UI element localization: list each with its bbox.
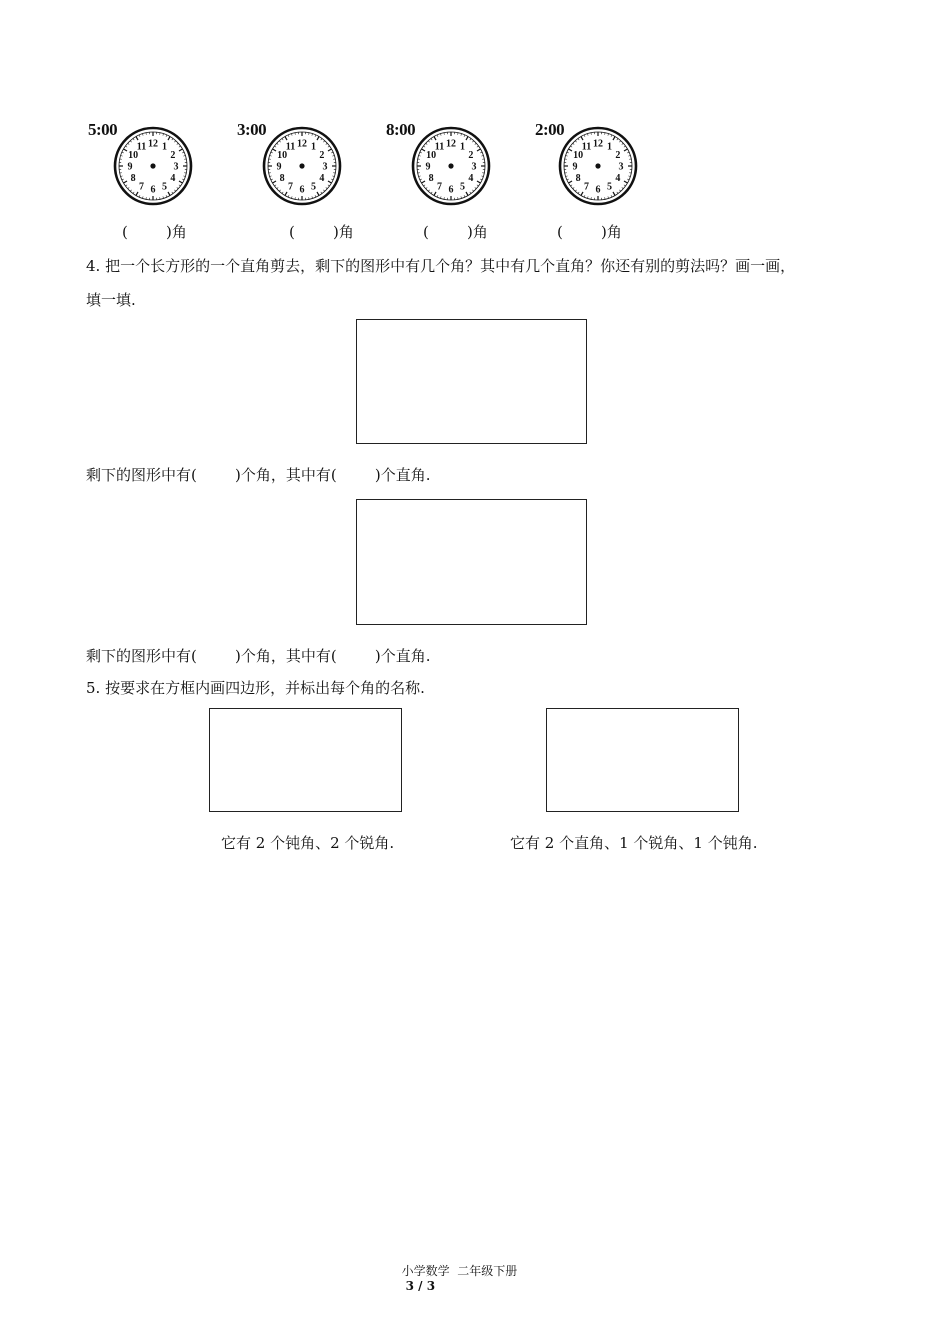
- question-4-text-cont: 填一填.: [86, 291, 136, 309]
- clock-numeral: 6: [150, 184, 156, 196]
- clock-numeral: 7: [437, 181, 442, 193]
- clock-numeral: 8: [279, 173, 285, 184]
- clock-numeral: 1: [311, 141, 316, 153]
- clock-center-dot: [150, 163, 155, 168]
- quadrilateral-drawing-box-right: [546, 708, 739, 812]
- clock-time-label: 8:00: [386, 120, 416, 139]
- quadrilateral-drawing-box-left: [209, 708, 402, 812]
- clock-numeral: 6: [595, 184, 601, 196]
- clock-numeral: 10: [128, 150, 139, 161]
- clock-numeral: 9: [127, 161, 133, 173]
- page-footer: [394, 1248, 517, 1293]
- rectangle-drawing-box-2: [356, 499, 587, 625]
- clock-face-icon: [264, 128, 340, 204]
- clock-numeral: 10: [277, 150, 288, 161]
- clock-numeral: 1: [607, 141, 612, 153]
- clock-answer-blank: ( )角: [122, 223, 187, 241]
- clock-numeral: 8: [130, 173, 136, 184]
- clock-numeral: 8: [575, 173, 581, 184]
- clock-numeral: 9: [276, 161, 282, 173]
- clock-numeral: 11: [434, 141, 445, 153]
- clock-numeral: 11: [136, 141, 147, 153]
- clock-numeral: 1: [162, 141, 167, 153]
- clock-numeral: 12: [446, 138, 456, 150]
- clock-answer-blank: ( )角: [557, 223, 622, 241]
- clock-numeral: 4: [468, 173, 474, 184]
- question-4-fill-1: 剩下的图形中有( )个角，其中有( )个直角.: [86, 466, 431, 484]
- clock-center-dot: [595, 163, 600, 168]
- clock-numeral: 4: [615, 173, 621, 184]
- clock-numeral: 12: [148, 138, 158, 150]
- question-4-text: 4. 把一个长方形的一个直角剪去，剩下的图形中有几个角？其中有几个直角？你还有别的剪法吗？画一画，: [86, 257, 796, 275]
- clock-numeral: 10: [573, 150, 584, 161]
- caption-right: 它有 2 个直角、1 个锐角、1 个钝角.: [510, 834, 758, 852]
- clock-numeral: 2: [319, 150, 325, 161]
- clock-numeral: 7: [288, 181, 293, 193]
- clock-numeral: 2: [170, 150, 176, 161]
- clock-face-icon: [413, 128, 489, 204]
- clock-numeral: 11: [581, 141, 592, 153]
- clock-center-dot: [448, 163, 453, 168]
- caption-left: 它有 2 个钝角、2 个锐角.: [221, 834, 395, 852]
- clock-numeral: 4: [170, 173, 176, 184]
- clock-numeral: 5: [311, 181, 316, 193]
- clock-numeral: 2: [468, 150, 474, 161]
- footer-subject: 小学数学 二年级下册: [401, 1264, 518, 1278]
- clock-numeral: 3: [173, 161, 179, 173]
- clock-numeral: 9: [572, 161, 578, 173]
- clock-numeral: 12: [297, 138, 307, 150]
- clock-numeral: 3: [618, 161, 624, 173]
- question-5-text: 5. 按要求在方框内画四边形，并标出每个角的名称.: [86, 679, 425, 697]
- clock-numeral: 7: [584, 181, 589, 193]
- clock-numeral: 6: [448, 184, 454, 196]
- clock-numeral: 5: [460, 181, 465, 193]
- clock-numeral: 10: [426, 150, 437, 161]
- question-4-fill-2: 剩下的图形中有( )个角，其中有( )个直角.: [86, 647, 431, 665]
- clock-numeral: 9: [425, 161, 431, 173]
- clock-time-label: 5:00: [88, 120, 118, 139]
- clock-face-icon: [115, 128, 191, 204]
- clock-numeral: 8: [428, 173, 434, 184]
- clock-numeral: 2: [615, 150, 621, 161]
- clock-center-dot: [299, 163, 304, 168]
- clock-numeral: 5: [607, 181, 612, 193]
- clock-numeral: 12: [593, 138, 603, 150]
- clock-numeral: 3: [322, 161, 328, 173]
- footer-page-number: 3 / 3: [405, 1279, 436, 1293]
- clock-numeral: 7: [139, 181, 144, 193]
- clock-numeral: 6: [299, 184, 305, 196]
- clock-numeral: 1: [460, 141, 465, 153]
- clock-numeral: 5: [162, 181, 167, 193]
- clock-answer-blank: ( )角: [289, 223, 354, 241]
- clock-time-label: 2:00: [535, 120, 565, 139]
- rectangle-drawing-box-1: [356, 319, 587, 444]
- clock-numeral: 11: [285, 141, 296, 153]
- clock-numeral: 4: [319, 173, 325, 184]
- clock-numeral: 3: [471, 161, 477, 173]
- clock-face-icon: [560, 128, 636, 204]
- clock-time-label: 3:00: [237, 120, 267, 139]
- clock-faces: [0, 0, 950, 220]
- clock-answer-blank: ( )角: [423, 223, 488, 241]
